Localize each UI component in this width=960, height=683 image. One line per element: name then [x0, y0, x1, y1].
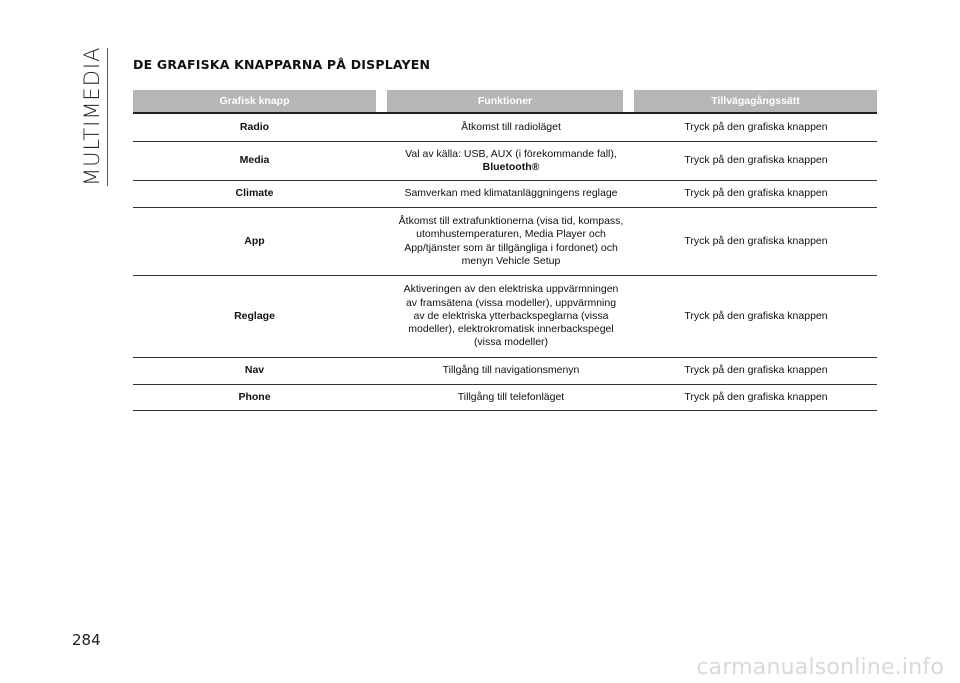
function-text: Åtkomst till radioläget [461, 120, 561, 133]
action-text: Tryck på den grafiska knappen [684, 390, 828, 403]
function-cell [387, 148, 635, 175]
watermark: carmanualsonline.info [696, 655, 944, 680]
table-row [133, 114, 877, 142]
button-name: Reglage [234, 309, 275, 322]
action-text: Tryck på den grafiska knappen [684, 120, 828, 133]
action-text: Tryck på den grafiska knappen [684, 309, 828, 322]
action-text: Tryck på den grafiska knappen [684, 154, 828, 167]
page-heading: DE GRAFISKA KNAPPARNA PÅ DISPLAYEN [133, 57, 431, 72]
table-row [133, 181, 877, 208]
action-text: Tryck på den grafiska knappen [684, 364, 828, 377]
button-name: Climate [235, 187, 274, 200]
header-action: Tillvägagångssätt [634, 90, 877, 112]
function-text: Samverkan med klimatanläggningens reglage [404, 187, 618, 200]
function-text: Åtkomst till extrafunktionerna (visa tid, kompass, utomhustemperaturen, Media Player och App/tjänster som är tillgängliga i fordonet) och menyn Vehicle Setup [398, 214, 624, 267]
button-name: Phone [238, 390, 271, 403]
function-text: Val av källa: USB, AUX (i förekommande fall), [405, 147, 617, 160]
table-row [133, 358, 877, 385]
table-row [133, 208, 877, 276]
function-text: Tillgång till telefonläget [457, 390, 565, 403]
action-text: Tryck på den grafiska knappen [684, 187, 828, 200]
page-number: 284 [72, 631, 101, 649]
button-name: Media [239, 154, 270, 167]
table-row [133, 385, 877, 411]
table-row [133, 276, 877, 358]
action-text: Tryck på den grafiska knappen [684, 234, 828, 247]
button-name: App [244, 234, 265, 247]
section-divider [107, 48, 108, 186]
function-bold-text: Bluetooth® [482, 161, 540, 173]
header-function: Funktioner [387, 90, 623, 112]
header-button: Grafisk knapp [133, 90, 376, 112]
table-header [133, 90, 877, 112]
section-title: MULTIMEDIA [80, 46, 104, 186]
buttons-table [133, 90, 877, 411]
table-row [133, 142, 877, 181]
button-name: Radio [239, 120, 270, 133]
function-text: Aktiveringen av den elektriska uppvärmningen av framsätena (vissa modeller), uppvärmning av de elektriska ytterbackspeglarna (vissa modeller), elektrokromatisk innerbackspegel (vissa modeller) [403, 283, 619, 349]
function-text: Tillgång till navigationsmenyn [442, 364, 580, 377]
button-name: Nav [244, 364, 265, 377]
